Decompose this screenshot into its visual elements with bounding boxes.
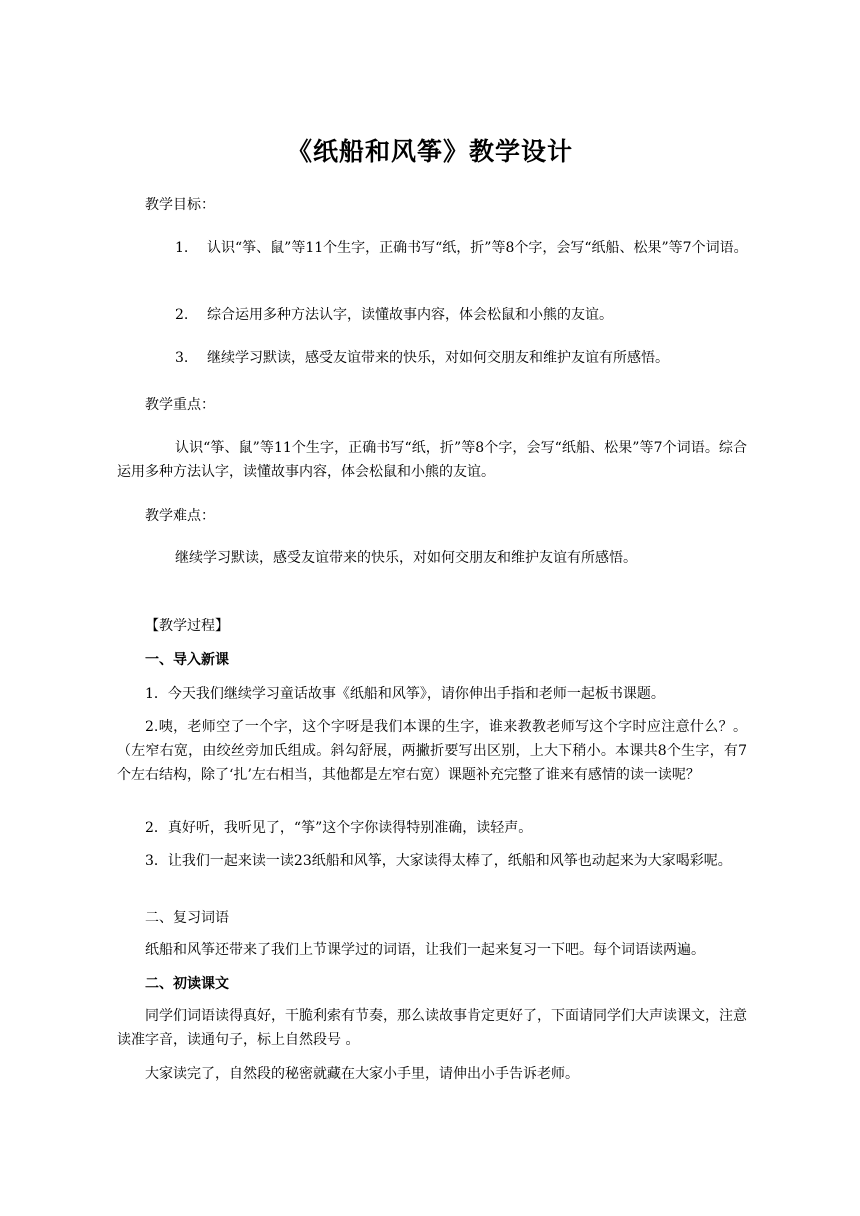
section-3-paragraph-2: 大家读完了，自然段的秘密就藏在大家小手里，请伸出小手告诉老师。 <box>145 1066 579 1082</box>
section-1-paragraph-4: 3．让我们一起来读一读23纸船和风筝，大家读得太棒了，纸船和风筝也动起来为大家喝彩呢。 <box>145 853 732 869</box>
process-heading: 【教学过程】 <box>145 618 229 634</box>
objective-number: 3. <box>175 350 189 366</box>
document-title: 《纸船和风筝》教学设计 <box>286 137 573 166</box>
key-points-heading: 教学重点： <box>145 397 215 413</box>
objective-number: 1. <box>175 240 189 256</box>
section-1-paragraph-3: 2．真好听，我听见了，“筝”这个字你读得特别准确，读轻声。 <box>145 820 533 836</box>
key-points-text: 认识“筝、鼠”等11个生字，正确书写“纸，折”等8个字，会写“纸船、松果”等7个词语。综合运用多种方法认字，读懂故事内容，体会松鼠和小熊的友谊。 <box>117 440 747 480</box>
section-1-paragraph-2: 2.咦，老师空了一个字，这个字呀是我们本课的生字，谁来教教老师写这个字时应注意什么？。（左窄右宽，由绞丝旁加氏组成。斜勾舒展，两撇折要写出区别，上大下稍小。本课共8个生字，有7个左右结构，除了‘扎’左右相当，其他都是左窄右宽）课题补充完整了谁来有感情的读一读呢？ <box>117 719 747 783</box>
difficulties-text: 继续学习默读，感受友谊带来的快乐，对如何交朋友和维护友谊有所感悟。 <box>175 550 637 566</box>
section-2-heading: 二、复习词语 <box>145 910 229 926</box>
section-3-paragraph-1: 同学们词语读得真好，干脆利索有节奏，那么读故事肯定更好了，下面请同学们大声读课文，注意读准字音，读通句子，标上自然段号 。 <box>117 1008 747 1048</box>
objective-item-1 <box>175 236 757 260</box>
objective-item-3 <box>175 346 669 370</box>
section-2-paragraph-1: 纸船和风筝还带来了我们上节课学过的词语，让我们一起来复习一下吧。每个词语读两遍。 <box>145 942 705 958</box>
objective-text: 认识“筝、鼠”等11个生字，正确书写“纸，折”等8个字，会写“纸船、松果”等7个词语。 <box>207 240 748 256</box>
section-3-heading: 二、初读课文 <box>145 976 229 992</box>
difficulties-heading: 教学难点： <box>145 508 215 524</box>
objective-text: 继续学习默读，感受友谊带来的快乐，对如何交朋友和维护友谊有所感悟。 <box>207 350 669 366</box>
objective-item-2 <box>175 303 613 327</box>
objective-number: 2. <box>175 307 189 323</box>
section-1-paragraph-1: 1．今天我们继续学习童话故事《纸船和风筝》，请你伸出手指和老师一起板书课题。 <box>145 686 665 702</box>
section-1-heading: 一、导入新课 <box>145 652 229 668</box>
objectives-heading: 教学目标： <box>145 197 215 213</box>
objective-text: 综合运用多种方法认字，读懂故事内容，体会松鼠和小熊的友谊。 <box>207 307 613 323</box>
